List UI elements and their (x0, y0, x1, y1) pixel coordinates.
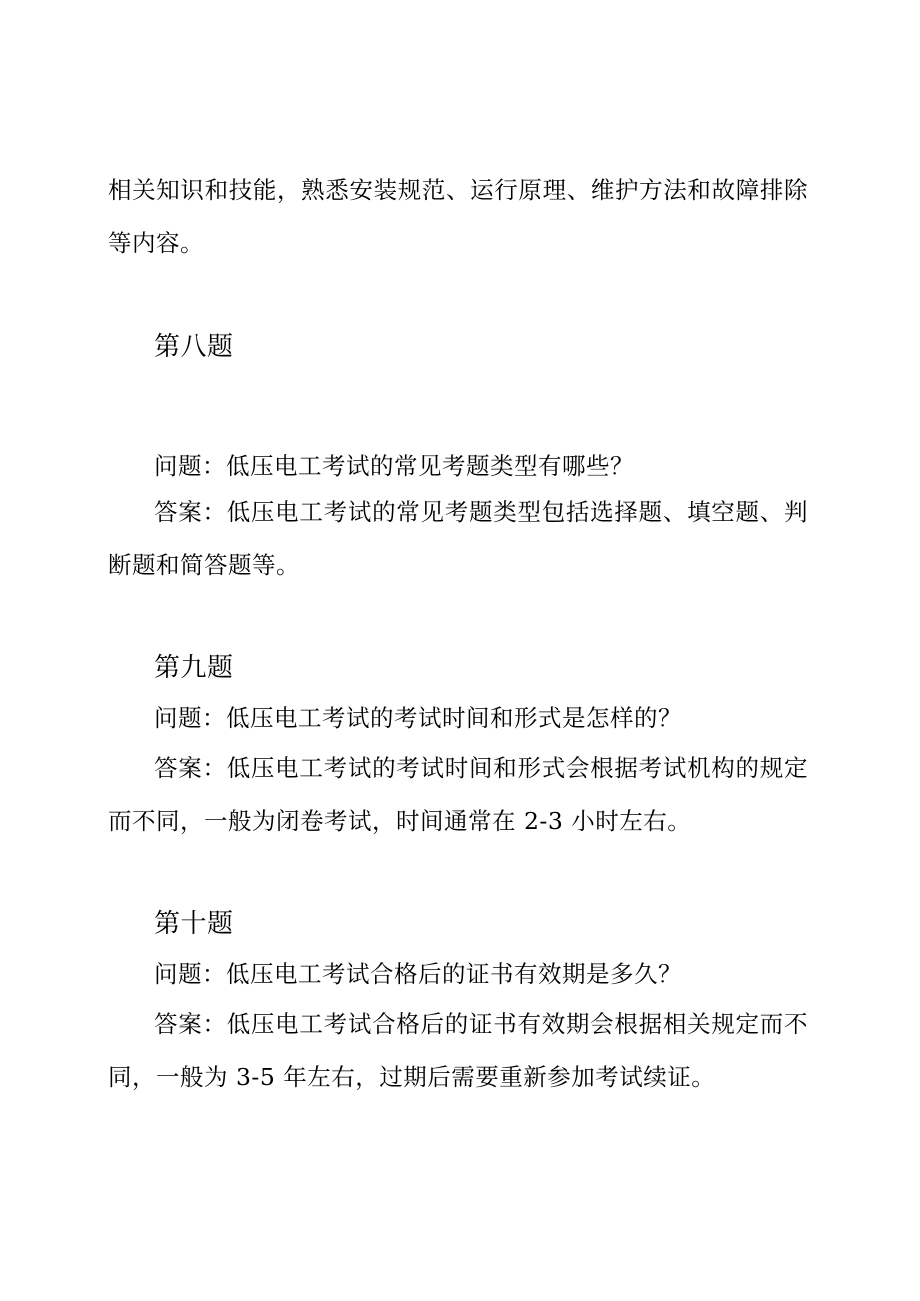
section-heading-8: 第八题 (154, 332, 234, 362)
question-9: 问题：低压电工考试的考试时间和形式是怎样的？ (154, 704, 682, 732)
intro-continuation-paragraph: 相关知识和技能，熟悉安装规范、运行原理、维护方法和故障排除等内容。 (108, 176, 808, 257)
question-10: 问题：低压电工考试合格后的证书有效期是多久？ (154, 960, 682, 988)
section-heading-10: 第十题 (154, 909, 234, 939)
answer-9: 答案：低压电工考试的考试时间和形式会根据考试机构的规定而不同，一般为闭卷考试，时间通常在 2-3 小时左右。 (108, 754, 808, 835)
answer-8: 答案：低压电工考试的常见考题类型包括选择题、填空题、判断题和简答题等。 (108, 498, 808, 579)
answer-10: 答案：低压电工考试合格后的证书有效期会根据相关规定而不同，一般为 3-5 年左右，过期后需要重新参加考试续证。 (108, 1010, 808, 1091)
question-8: 问题：低压电工考试的常见考题类型有哪些？ (154, 452, 634, 480)
section-heading-9: 第九题 (154, 653, 234, 683)
